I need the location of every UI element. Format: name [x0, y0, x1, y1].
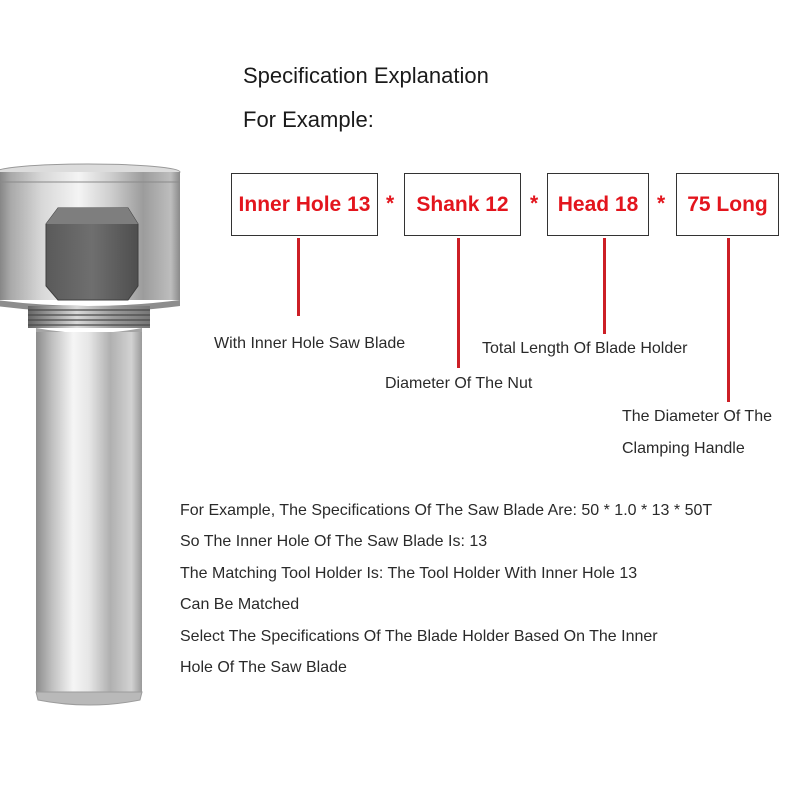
leader-line-shank [457, 238, 460, 368]
shank-end [36, 692, 142, 705]
explanation-line-2: So The Inner Hole Of The Saw Blade Is: 13 [180, 533, 488, 550]
shank-body [36, 332, 142, 692]
explanation-line-6: Hole Of The Saw Blade [180, 659, 347, 676]
leader-line-inner-hole [297, 238, 300, 316]
explanation-line-3: The Matching Tool Holder Is: The Tool Holder With Inner Hole 13 [180, 565, 638, 582]
explanation-line-1: For Example, The Specifications Of The Saw Blade Are: 50 * 1.0 * 13 * 50T [180, 502, 713, 519]
separator-2: * [530, 192, 539, 215]
leader-line-length [727, 238, 730, 402]
spec-box-head [547, 173, 649, 236]
annotation-head: Total Length Of Blade Holder [482, 340, 688, 357]
spec-box-inner-hole [231, 173, 378, 236]
spec-label-length: 75 Long [687, 192, 768, 216]
separator-3: * [657, 192, 666, 215]
spec-label-shank: Shank 12 [416, 192, 509, 216]
page-subtitle: For Example: [243, 107, 374, 132]
tool-holder-image [0, 160, 190, 800]
spec-box-length [676, 173, 779, 236]
spec-label-head: Head 18 [557, 192, 639, 216]
spec-box-shank [404, 173, 521, 236]
leader-line-head [603, 238, 606, 334]
annotation-length-line2: Clamping Handle [622, 440, 745, 457]
page-title: Specification Explanation [243, 63, 489, 88]
annotation-inner-hole: With Inner Hole Saw Blade [214, 335, 406, 352]
spec-label-inner-hole: Inner Hole 13 [238, 192, 371, 216]
explanation-line-5: Select The Specifications Of The Blade Holder Based On The Inner [180, 628, 658, 645]
annotation-shank: Diameter Of The Nut [385, 375, 533, 392]
annotation-length-line1: The Diameter Of The [622, 408, 772, 425]
explanation-line-4: Can Be Matched [180, 596, 300, 613]
separator-1: * [386, 192, 395, 215]
